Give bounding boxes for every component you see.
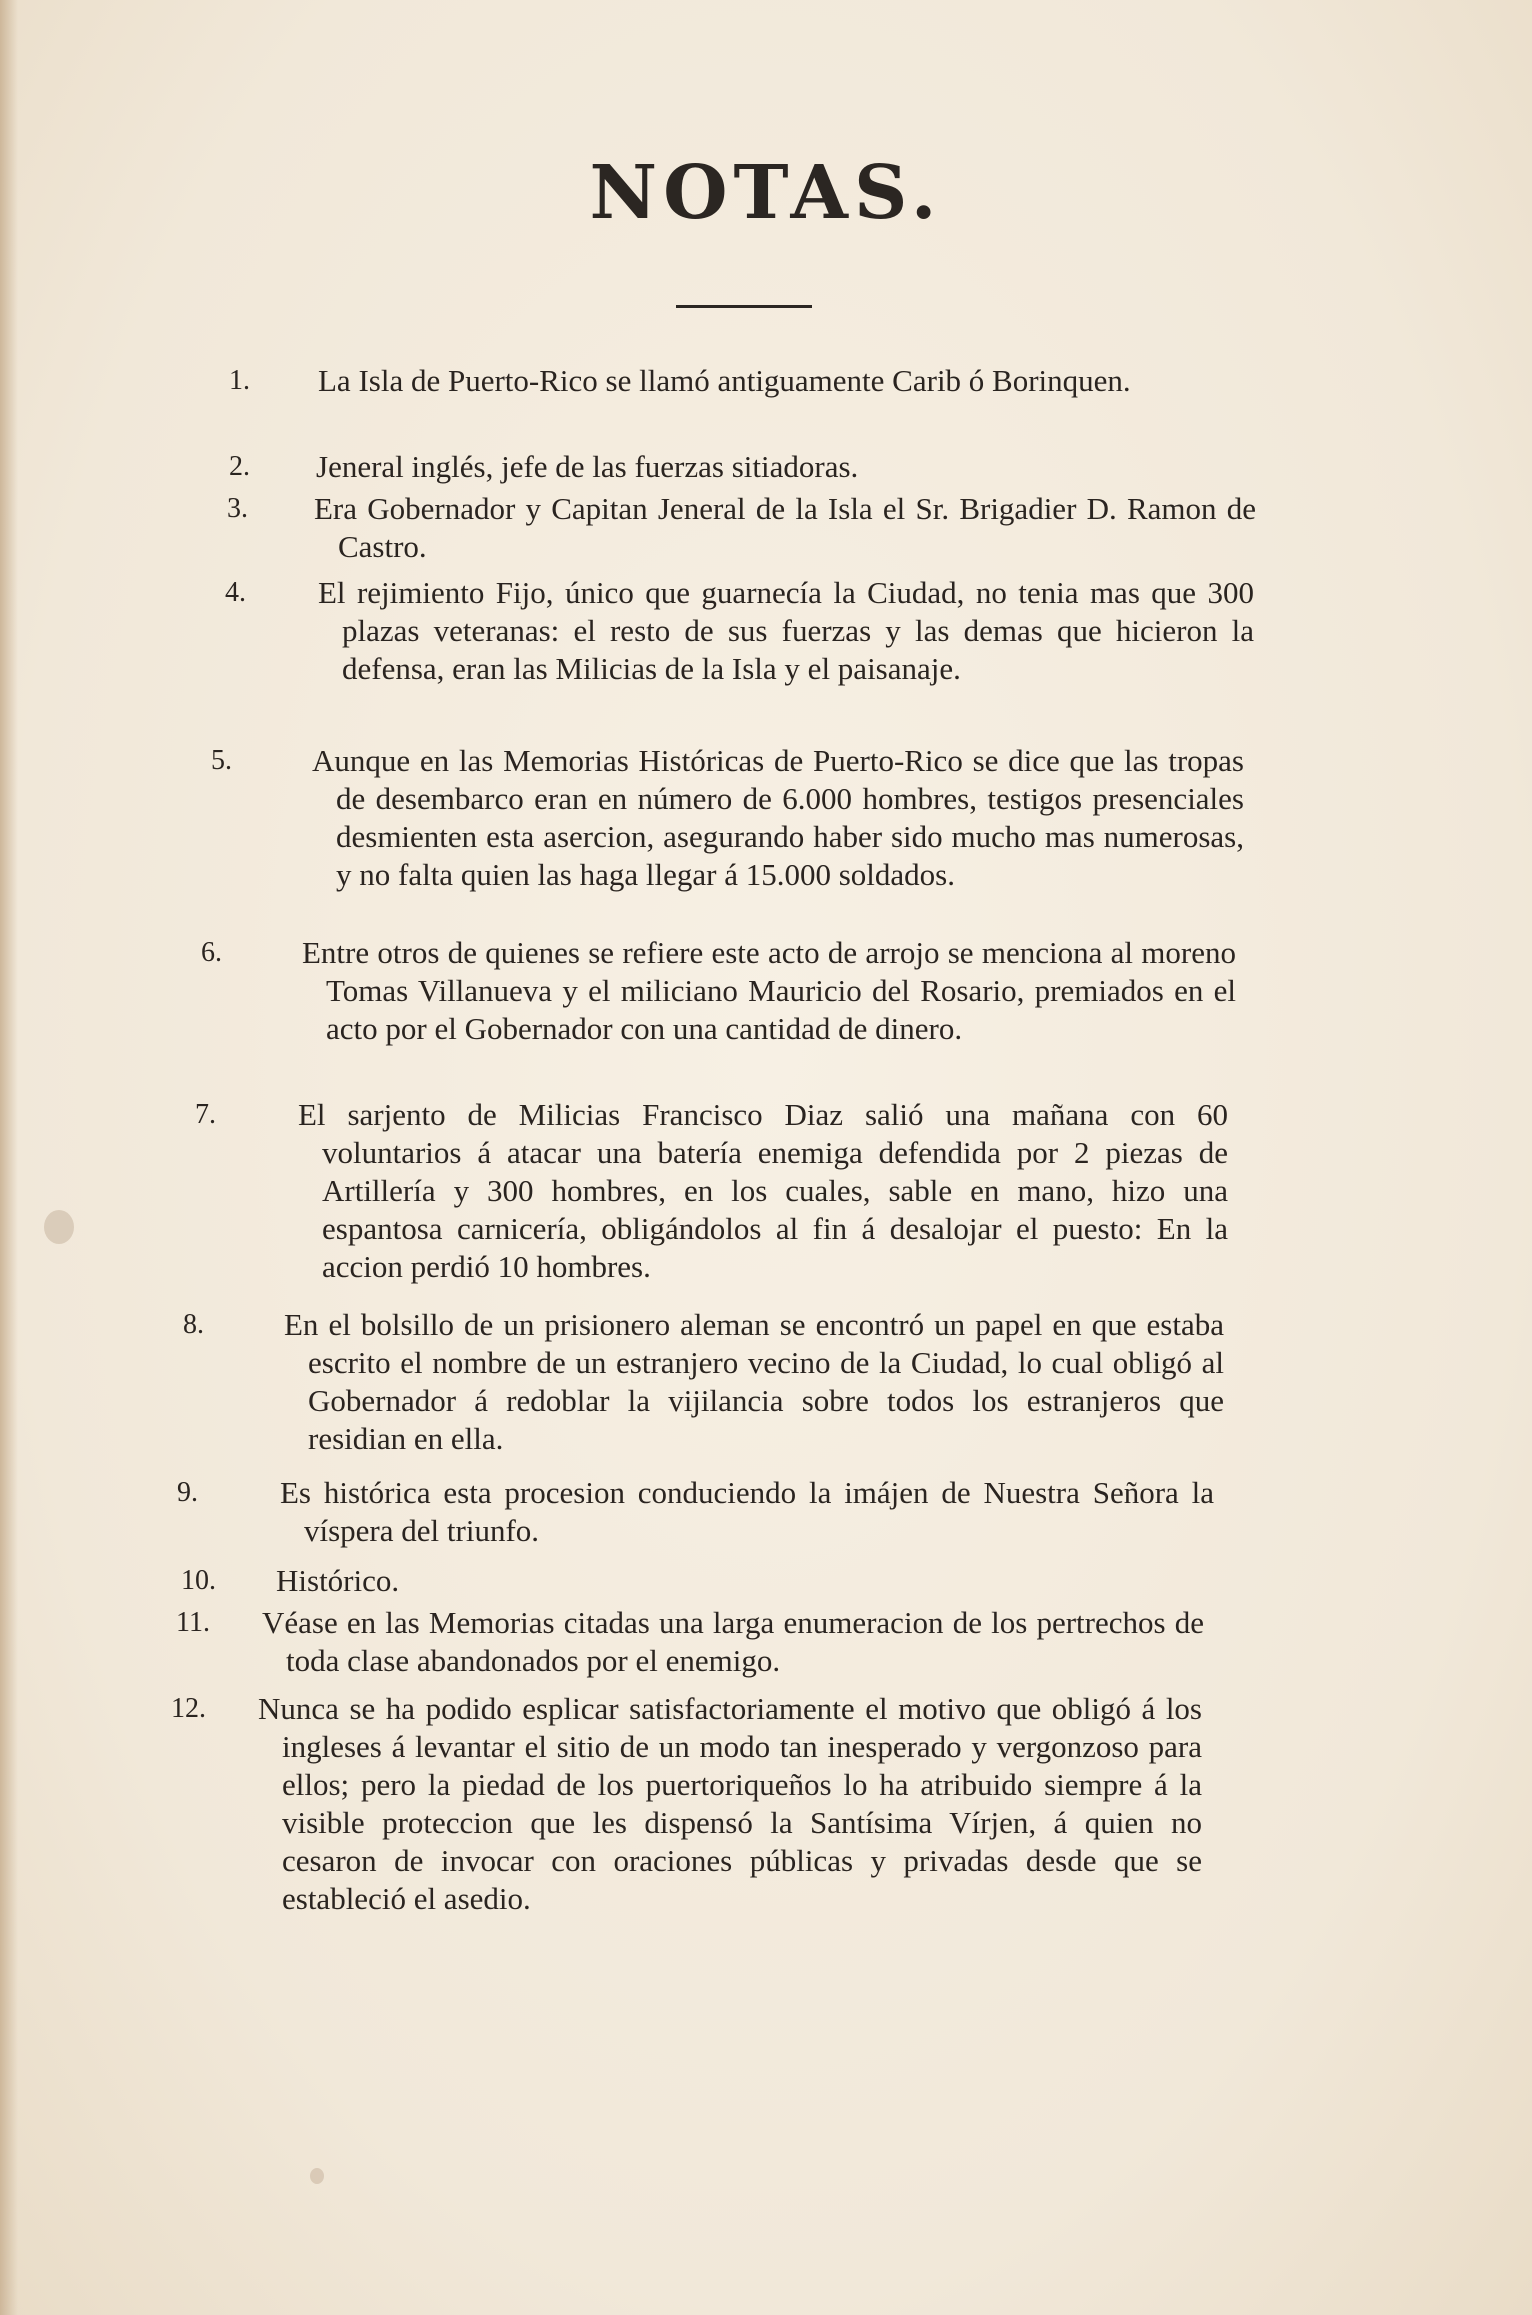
note-number: 1. — [229, 365, 250, 396]
note-text: El rejimiento Fijo, único que guarnecía la Ciudad, no tenia mas que 300 plazas veteranas: el resto de sus fuerzas y las demas que hicieron la defensa, eran las Milicias de la Isla y el paisanaje. — [318, 575, 1254, 686]
note-text: El sarjento de Milicias Francisco Diaz salió una mañana con 60 voluntarios á atacar una batería enemiga defendida por 2 piezas de Artillería y 300 hombres, en los cuales, sable en mano, hizo una espantosa carnicería, obligándolos al fin á desalojar el puesto: En la accion perdió 10 hombres. — [298, 1097, 1228, 1284]
note-number: 4. — [225, 577, 246, 608]
note-text: Nunca se ha podido esplicar satisfactoriamente el motivo que obligó á los ingleses á levantar el sitio de un modo tan inesperado y vergonzoso para ellos; pero la piedad de los puertoriqueños lo ha atribuido siempre á la visible proteccion que les dispensó la Santísima Vírjen, á quien no cesaron de invocar con oraciones públicas y privadas desde que se estableció el asedio. — [258, 1691, 1202, 1916]
note-text: Entre otros de quienes se refiere este acto de arrojo se menciona al moreno Tomas Villanueva y el miliciano Mauricio del Rosario, premiados en el acto por el Gobernador con una cantidad de dinero. — [302, 935, 1236, 1046]
note-number: 7. — [195, 1099, 216, 1130]
note-text: En el bolsillo de un prisionero aleman se encontró un papel en que estaba escrito el nombre de un estranjero vecino de la Ciudad, lo cual obligó al Gobernador á redoblar la vijilancia sobre todos los estranjeros que residian en ella. — [284, 1307, 1224, 1456]
note-number: 8. — [183, 1309, 204, 1340]
note-number: 6. — [201, 937, 222, 968]
note-number: 9. — [177, 1477, 198, 1508]
note-text: La Isla de Puerto-Rico se llamó antiguamente Carib ó Borinquen. — [318, 363, 1131, 398]
note-text: Es histórica esta procesion conduciendo la imájen de Nuestra Señora la víspera del triunfo. — [280, 1475, 1214, 1548]
note-text: Era Gobernador y Capitan Jeneral de la Isla el Sr. Brigadier D. Ramon de Castro. — [314, 491, 1256, 564]
note-number: 5. — [211, 745, 232, 776]
note-text: Jeneral inglés, jefe de las fuerzas sitiadoras. — [316, 449, 859, 484]
note-number: 11. — [176, 1607, 210, 1638]
page-title: NOTAS. — [589, 150, 943, 236]
note-number: 10. — [181, 1565, 216, 1596]
note-text: Aunque en las Memorias Históricas de Puerto-Rico se dice que las tropas de desembarco eran en número de 6.000 hombres, testigos presenciales desmienten esta asercion, asegurando haber sido mucho mas numerosas, y no falta quien las haga llegar á 15.000 soldados. — [312, 743, 1244, 892]
note-text: Véase en las Memorias citadas una larga enumeracion de los pertrechos de toda clase abandonados por el enemigo. — [262, 1605, 1204, 1678]
note-number: 12. — [171, 1693, 206, 1724]
note-text: Histórico. — [276, 1563, 400, 1598]
note-number: 2. — [229, 451, 250, 482]
note-number: 3. — [227, 493, 248, 524]
